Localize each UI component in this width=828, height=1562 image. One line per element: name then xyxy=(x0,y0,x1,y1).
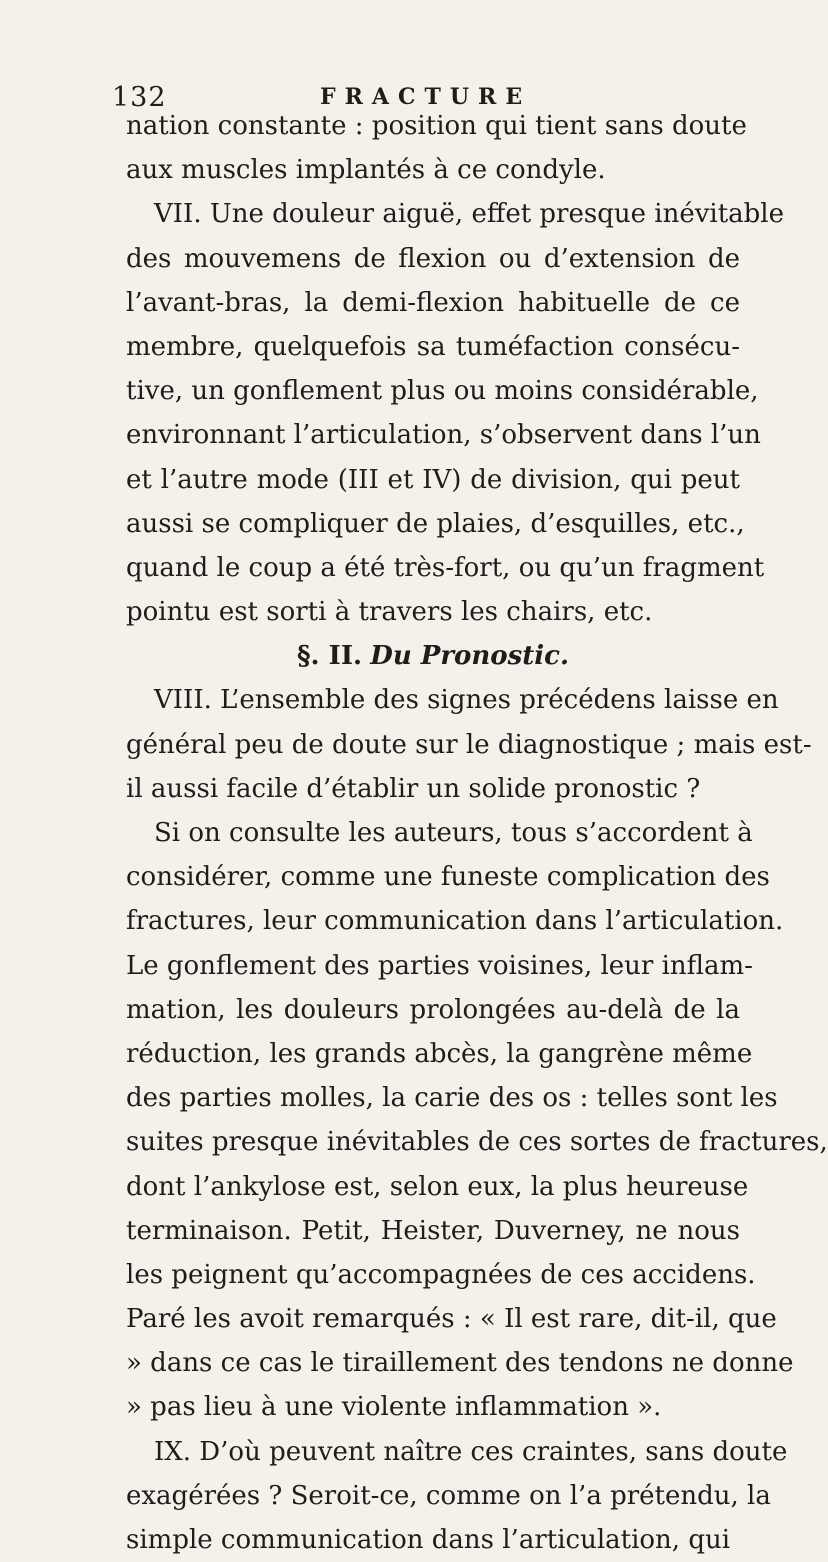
text-line: aux muscles implantés à ce condyle. xyxy=(126,155,606,186)
section-heading xyxy=(126,634,740,678)
text-line: réduction, les grands abcès, la gangrène même xyxy=(126,1038,753,1069)
text-line: des parties molles, la carie des os : telles sont les xyxy=(126,1083,778,1114)
text-line: et l’autre mode (III et IV) de division, qui peut xyxy=(126,464,740,495)
text-line: aussi se compliquer de plaies, d’esquilles, etc., xyxy=(126,508,745,539)
text-line: exagérées ? Seroit-ce, comme on l’a prétendu, la xyxy=(126,1480,771,1511)
text-line: nation constante : position qui tient sans doute xyxy=(126,111,747,141)
text-line: mation, les douleurs prolongées au-delà de la xyxy=(126,994,740,1025)
text-line: terminaison. Petit, Heister, Duverney, ne nous xyxy=(126,1215,740,1246)
text-line: membre, quelquefois sa tuméfaction consécu- xyxy=(126,331,740,362)
paragraphs-before-heading xyxy=(126,104,785,634)
text-line: suites presque inévitables de ces sortes de fractures, xyxy=(126,1127,828,1158)
text-line: Paré les avoit remarqués : « Il est rare, dit-il, que xyxy=(126,1304,777,1335)
text-line: l’avant-bras, la demi-flexion habituelle de ce xyxy=(126,287,740,318)
text-line: Si on consulte les auteurs, tous s’accordent à xyxy=(154,818,753,848)
text-line: des mouvemens de flexion ou d’extension de xyxy=(126,243,740,274)
text-line: » pas lieu à une violente inflammation ». xyxy=(126,1392,662,1423)
text-line: général peu de doute sur le diagnostique ; mais est- xyxy=(126,729,812,760)
text-line: il aussi facile d’établir un solide pronostic ? xyxy=(126,773,701,804)
text-line: tive, un gonflement plus ou moins considérable, xyxy=(126,376,759,407)
running-title: FRACTURE xyxy=(320,84,532,110)
text-line: pointu est sorti à travers les chairs, etc. xyxy=(126,597,653,628)
text-line: environnant l’articulation, s’observent dans l’un xyxy=(126,420,761,451)
text-line: VII. Une douleur aiguë, effet presque inévitable xyxy=(154,199,785,230)
text-line: dont l’ankylose est, selon eux, la plus heureuse xyxy=(126,1171,749,1202)
text-line: considérer, comme une funeste complication des xyxy=(126,862,770,893)
section-title: Du Pronostic. xyxy=(370,641,570,672)
page-number: 132 xyxy=(112,82,167,113)
section-number: §. II. xyxy=(296,641,363,672)
text-line: VIII. L’ensemble des signes précédens laisse en xyxy=(154,685,779,716)
text-line: simple communication dans l’articulation, qui xyxy=(126,1525,731,1555)
text-line: Le gonflement des parties voisines, leur inflam- xyxy=(126,950,753,981)
paragraphs-after-heading xyxy=(126,678,828,1562)
text-line: IX. D’où peuvent naître ces craintes, sans doute xyxy=(154,1436,788,1467)
text-line: fractures, leur communication dans l’articulation. xyxy=(126,906,784,937)
text-line: les peignent qu’accompagnées de ces accidens. xyxy=(126,1259,756,1290)
body-text xyxy=(126,104,828,1562)
text-line: » dans ce cas le tiraillement des tendons ne donne xyxy=(126,1348,794,1379)
text-line: quand le coup a été très-fort, ou qu’un fragment xyxy=(126,552,765,583)
